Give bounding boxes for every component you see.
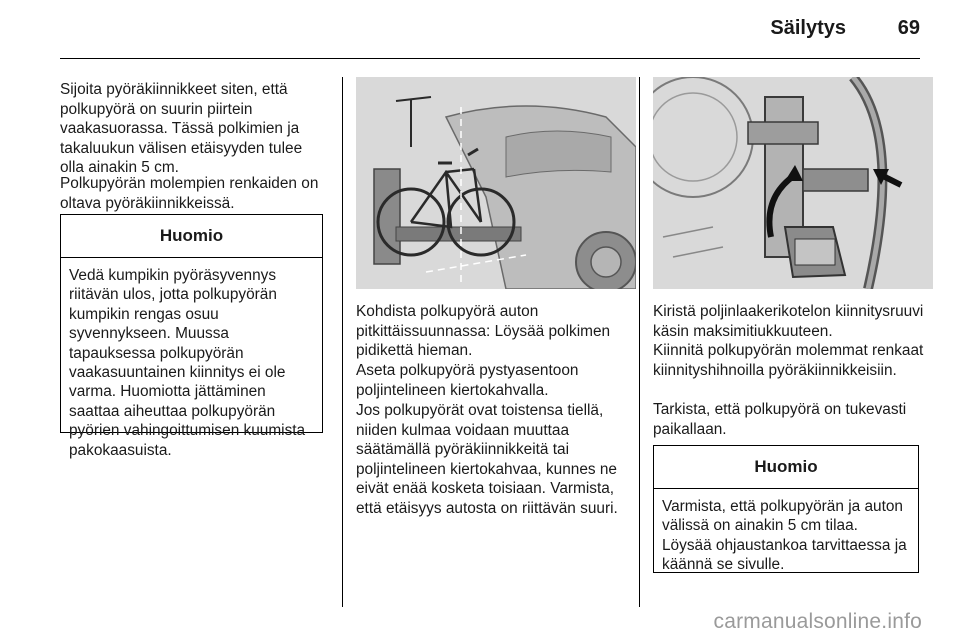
column-divider-right <box>639 77 640 607</box>
middle-paragraph-3: Jos polkupyörät ovat toistensa tiellä, niiden kulmaa voidaan muuttaa säätämällä pyöräkiinnikkeitä tai poljintelineen kiertokahvaa, kunnes ne eivät enää kosketa toisiaan. Varmista, että etäisyys autosta on riittävän suuri. <box>356 402 618 517</box>
notice-title: Huomio <box>61 215 322 258</box>
left-paragraph-1: Sijoita pyöräkiinnikkeet siten, että polkupyörä on suurin piirtein vaakasuorassa. Tässä polkimien ja takaluukun välisen etäisyyden tulee olla ainakin 5 cm. <box>60 81 303 176</box>
notice-body: Varmista, että polkupyörän ja auton välissä on ainakin 5 cm tilaa. Löysää ohjaustankoa tarvittaessa ja käännä se sivulle. <box>662 498 907 574</box>
notice-body: Vedä kumpikin pyöräsyvennys riitävän ulos, jotta polkupyörän kumpikin rengas osuu syvennykseen. Muussa tapauksessa polkupyörän vaakasuuntainen kiinnitys ei ole varma. Huomiotta jättäminen saattaa aiheuttaa polkupyörän pyörien vahingoittumisen kuumista pakokaasuista. <box>69 267 306 459</box>
notice-box-right <box>653 445 919 573</box>
left-paragraph-2: Polkupyörän molempien renkaiden on oltava pyöräkiinnikkeissä. <box>60 175 319 212</box>
right-paragraph-1: Kiristä poljinlaakerikotelon kiinnitysruuvi käsin maksimitiukkuuteen. <box>653 303 924 340</box>
column-divider-left <box>342 77 343 607</box>
pedal-clamp-drawing <box>653 77 933 289</box>
middle-paragraph-1: Kohdista polkupyörä auton pitkittäissuunnassa: Löysää polkimen pidikettä hieman. <box>356 303 611 359</box>
bike-rack-drawing <box>356 77 636 289</box>
right-paragraph-2: Kiinnitä polkupyörän molemmat renkaat kiinnityshihnoilla pyöräkiinnikkeisiin. <box>653 342 924 379</box>
middle-paragraph-2: Aseta polkupyörä pystyasentoon poljintelineen kiertokahvalla. <box>356 362 579 399</box>
watermark-link[interactable]: carmanualsonline.info <box>713 610 922 633</box>
header-rule <box>60 58 920 59</box>
notice-title: Huomio <box>654 446 918 489</box>
page-header <box>0 0 960 60</box>
notice-box-left <box>60 214 323 459</box>
pedal-clamp-detail-illustration <box>653 77 933 289</box>
bike-on-rack-illustration <box>356 77 636 289</box>
right-paragraph-3: Tarkista, että polkupyörä on tukevasti paikallaan. <box>653 401 907 438</box>
section-title: Säilytys <box>770 17 846 39</box>
page-number: 69 <box>897 17 920 39</box>
